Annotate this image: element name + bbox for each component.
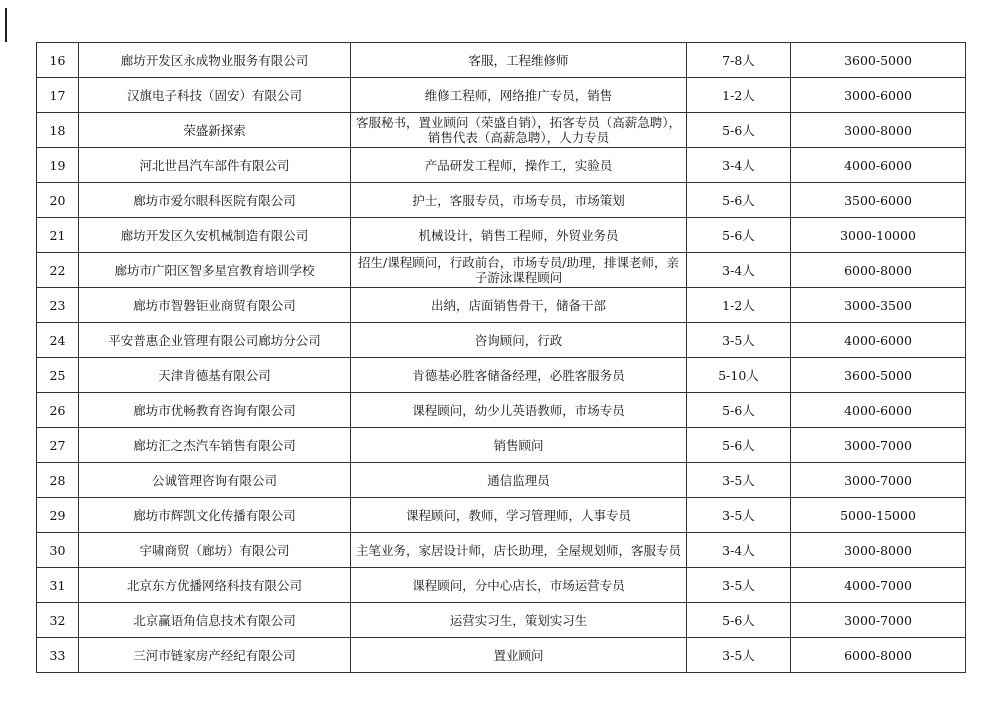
row-number-cell: 22: [37, 253, 79, 288]
company-name-cell: 廊坊市爱尔眼科医院有限公司: [79, 183, 351, 218]
salary-range-cell: 4000-6000: [791, 323, 966, 358]
company-name-cell: 廊坊开发区久安机械制造有限公司: [79, 218, 351, 253]
headcount-cell: 1-2人: [687, 78, 791, 113]
headcount-cell: 5-10人: [687, 358, 791, 393]
positions-cell: 通信监理员: [351, 463, 687, 498]
headcount-cell: 3-4人: [687, 253, 791, 288]
row-number-cell: 17: [37, 78, 79, 113]
table-row: [37, 603, 966, 638]
positions-cell: 出纳，店面销售骨干，储备干部: [351, 288, 687, 323]
positions-cell: 维修工程师，网络推广专员，销售: [351, 78, 687, 113]
positions-cell: 客服，工程维修师: [351, 43, 687, 78]
company-name-cell: 廊坊市广阳区智多星宫教育培训学校: [79, 253, 351, 288]
row-number-cell: 18: [37, 113, 79, 148]
headcount-cell: 3-5人: [687, 463, 791, 498]
row-number-cell: 28: [37, 463, 79, 498]
headcount-cell: 3-5人: [687, 498, 791, 533]
salary-range-cell: 3000-7000: [791, 428, 966, 463]
table-row: [37, 218, 966, 253]
company-name-cell: 河北世昌汽车部件有限公司: [79, 148, 351, 183]
headcount-cell: 3-4人: [687, 533, 791, 568]
row-number-cell: 16: [37, 43, 79, 78]
company-name-cell: 宇啸商贸（廊坊）有限公司: [79, 533, 351, 568]
salary-range-cell: 3000-10000: [791, 218, 966, 253]
positions-cell: 机械设计，销售工程师，外贸业务员: [351, 218, 687, 253]
row-number-cell: 23: [37, 288, 79, 323]
positions-cell: 护士，客服专员，市场专员，市场策划: [351, 183, 687, 218]
salary-range-cell: 4000-7000: [791, 568, 966, 603]
headcount-cell: 5-6人: [687, 218, 791, 253]
row-number-cell: 32: [37, 603, 79, 638]
company-name-cell: 荣盛新探索: [79, 113, 351, 148]
company-name-cell: 汉旗电子科技（固安）有限公司: [79, 78, 351, 113]
headcount-cell: 3-5人: [687, 568, 791, 603]
table-row: [37, 288, 966, 323]
table-row: [37, 428, 966, 463]
company-name-cell: 公诚管理咨询有限公司: [79, 463, 351, 498]
headcount-cell: 5-6人: [687, 113, 791, 148]
table-row: [37, 638, 966, 673]
company-name-cell: 廊坊市优畅教育咨询有限公司: [79, 393, 351, 428]
salary-range-cell: 3000-8000: [791, 533, 966, 568]
table-row: [37, 148, 966, 183]
row-number-cell: 24: [37, 323, 79, 358]
table-row: [37, 358, 966, 393]
table-row: [37, 568, 966, 603]
positions-cell: 置业顾问: [351, 638, 687, 673]
job-listings-table: [36, 42, 966, 673]
positions-cell: 咨询顾问，行政: [351, 323, 687, 358]
row-number-cell: 30: [37, 533, 79, 568]
table-row: [37, 78, 966, 113]
table-row: [37, 393, 966, 428]
salary-range-cell: 6000-8000: [791, 253, 966, 288]
table-row: [37, 533, 966, 568]
row-number-cell: 33: [37, 638, 79, 673]
positions-cell: 运营实习生，策划实习生: [351, 603, 687, 638]
company-name-cell: 廊坊汇之杰汽车销售有限公司: [79, 428, 351, 463]
headcount-cell: 5-6人: [687, 183, 791, 218]
positions-cell: 销售顾问: [351, 428, 687, 463]
headcount-cell: 5-6人: [687, 603, 791, 638]
company-name-cell: 廊坊开发区永成物业服务有限公司: [79, 43, 351, 78]
job-listings-body: [37, 43, 966, 673]
salary-range-cell: 3000-7000: [791, 603, 966, 638]
positions-cell: 产品研发工程师，操作工，实验员: [351, 148, 687, 183]
headcount-cell: 1-2人: [687, 288, 791, 323]
salary-range-cell: 4000-6000: [791, 148, 966, 183]
company-name-cell: 廊坊市智磐钜业商贸有限公司: [79, 288, 351, 323]
table-row: [37, 463, 966, 498]
table-row: [37, 323, 966, 358]
headcount-cell: 3-5人: [687, 638, 791, 673]
salary-range-cell: 4000-6000: [791, 393, 966, 428]
table-row: [37, 183, 966, 218]
table-row: [37, 498, 966, 533]
row-number-cell: 29: [37, 498, 79, 533]
positions-cell: 主笔业务，家居设计师，店长助理，全屋规划师，客服专员: [351, 533, 687, 568]
row-number-cell: 21: [37, 218, 79, 253]
positions-cell: 客服秘书，置业顾问（荣盛自销），拓客专员（高薪急聘），销售代表（高薪急聘），人力专员: [351, 113, 687, 148]
headcount-cell: 5-6人: [687, 428, 791, 463]
positions-cell: 招生/课程顾问，行政前台，市场专员/助理，排课老师，亲子游泳课程顾问: [351, 253, 687, 288]
headcount-cell: 3-5人: [687, 323, 791, 358]
positions-cell: 课程顾问，幼少儿英语教师，市场专员: [351, 393, 687, 428]
row-number-cell: 19: [37, 148, 79, 183]
table-row: [37, 43, 966, 78]
company-name-cell: 三河市链家房产经纪有限公司: [79, 638, 351, 673]
company-name-cell: 平安普惠企业管理有限公司廊坊分公司: [79, 323, 351, 358]
positions-cell: 课程顾问，分中心店长，市场运营专员: [351, 568, 687, 603]
salary-range-cell: 3600-5000: [791, 358, 966, 393]
row-number-cell: 27: [37, 428, 79, 463]
row-number-cell: 25: [37, 358, 79, 393]
row-number-cell: 31: [37, 568, 79, 603]
table-row: [37, 113, 966, 148]
salary-range-cell: 5000-15000: [791, 498, 966, 533]
headcount-cell: 7-8人: [687, 43, 791, 78]
positions-cell: 课程顾问，教师，学习管理师，人事专员: [351, 498, 687, 533]
salary-range-cell: 3000-7000: [791, 463, 966, 498]
company-name-cell: 北京东方优播网络科技有限公司: [79, 568, 351, 603]
scan-edge-mark: [5, 8, 7, 42]
salary-range-cell: 3600-5000: [791, 43, 966, 78]
company-name-cell: 北京赢语角信息技术有限公司: [79, 603, 351, 638]
headcount-cell: 5-6人: [687, 393, 791, 428]
company-name-cell: 天津肯德基有限公司: [79, 358, 351, 393]
row-number-cell: 20: [37, 183, 79, 218]
headcount-cell: 3-4人: [687, 148, 791, 183]
salary-range-cell: 6000-8000: [791, 638, 966, 673]
company-name-cell: 廊坊市辉凯文化传播有限公司: [79, 498, 351, 533]
salary-range-cell: 3000-6000: [791, 78, 966, 113]
salary-range-cell: 3500-6000: [791, 183, 966, 218]
table-row: [37, 253, 966, 288]
row-number-cell: 26: [37, 393, 79, 428]
salary-range-cell: 3000-8000: [791, 113, 966, 148]
salary-range-cell: 3000-3500: [791, 288, 966, 323]
positions-cell: 肯德基必胜客储备经理，必胜客服务员: [351, 358, 687, 393]
